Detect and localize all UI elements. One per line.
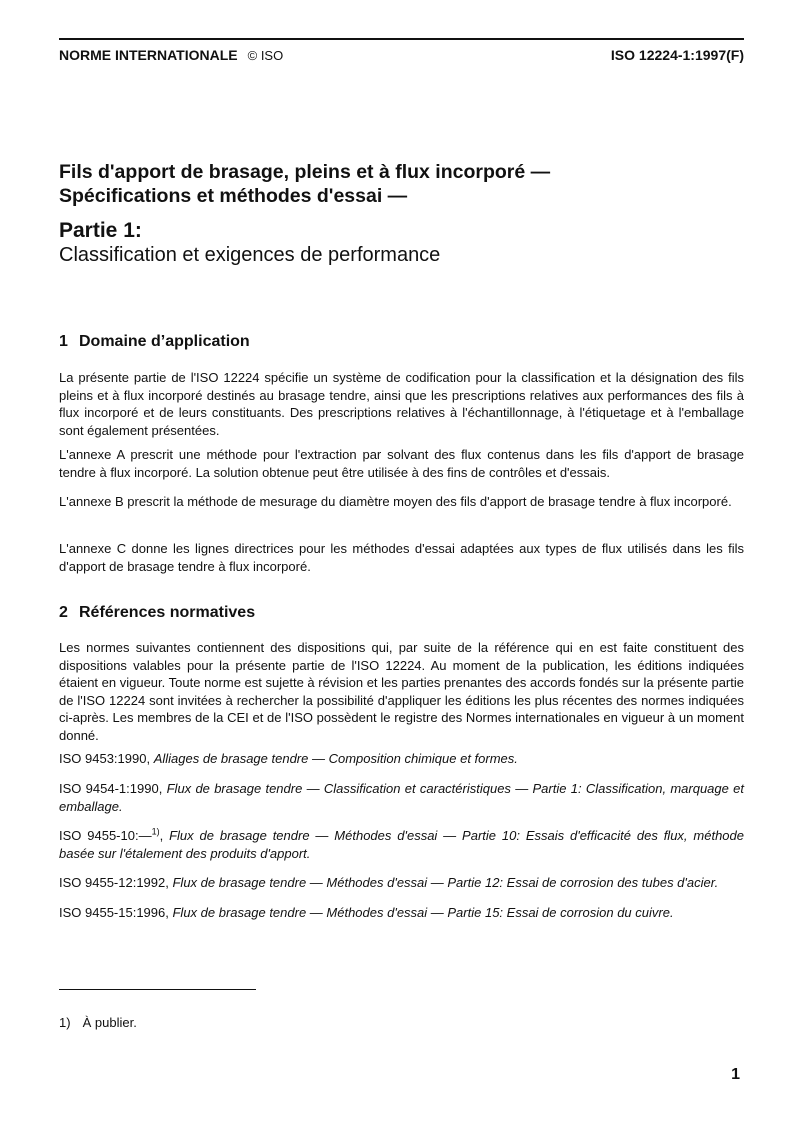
reference-item [59, 874, 744, 892]
page-number: 1 [731, 1066, 740, 1083]
reference-code: ISO 9454-1:1990, [59, 781, 163, 796]
part-label: Partie 1: [59, 219, 142, 242]
reference-item [59, 904, 744, 922]
header-left [59, 47, 283, 63]
footnote-separator [59, 989, 256, 990]
reference-title: Flux de brasage tendre — Méthodes d'essai — Partie 12: Essai de corrosion des tubes d'acier. [172, 875, 719, 890]
reference-title: Flux de brasage tendre — Classification et caractéristiques — Partie 1: Classification, marquage et emballage. [59, 781, 744, 814]
header-copyright: © ISO [247, 48, 284, 63]
reference-code: ISO 9455-10:— [59, 828, 152, 843]
section-1-paragraph-2: L'annexe A prescrit une méthode pour l'extraction par solvant des flux contenus dans les fils d'apport de brasage tendre à flux incorporé. La solution obtenue peut être utilisée à des fins de contrôles et d'essais. [59, 447, 744, 480]
reference-footnote-mark: 1) [151, 826, 160, 837]
section-2-title: Références normatives [79, 604, 256, 621]
title-line-1: Fils d'apport de brasage, pleins et à flux incorporé — [59, 161, 551, 183]
footnote-text: À publier. [82, 1015, 137, 1030]
reference-item: ISO 9455-10:—$^{1)}$, Flux de brasage tendre — Méthodes d'essai — Partie 10: Essais d'efficacité des flux, méthode basée sur l'étalement des produits d'apport. [59, 826, 744, 861]
footnote-number: 1) [59, 1015, 71, 1030]
footnote [59, 1015, 137, 1030]
reference-title: Flux de brasage tendre — Méthodes d'essai — Partie 15: Essai de corrosion du cuivre. [172, 905, 674, 920]
section-2-number: 2 [59, 604, 68, 621]
section-1-number: 1 [59, 333, 68, 350]
reference-title: Alliages de brasage tendre — Composition chimique et formes. [153, 751, 518, 766]
reference-item [59, 780, 744, 815]
section-1-paragraph-4: L'annexe C donne les lignes directrices pour les méthodes d'essai adaptées aux types de flux utilisés dans les fils d'apport de brasage tendre à flux incorporé. [59, 541, 744, 574]
header-rule [59, 38, 744, 40]
section-1-paragraph-3: L'annexe B prescrit la méthode de mesurage du diamètre moyen des fils d'apport de brasage tendre à flux incorporé. [59, 494, 732, 509]
title-line-2: Spécifications et méthodes d'essai — [59, 185, 408, 207]
header-standard-type: NORME INTERNATIONALE [59, 47, 238, 63]
section-1-heading [59, 333, 250, 351]
reference-item [59, 750, 744, 768]
reference-title: Flux de brasage tendre — Méthodes d'essai — Partie 10: Essais d'efficacité des flux, méthode basée sur l'étalement des produits d'apport. [59, 828, 744, 861]
part-subtitle: Classification et exigences de performance [59, 244, 441, 266]
page-header [59, 47, 744, 67]
reference-code: ISO 9455-15:1996, [59, 905, 169, 920]
reference-code: ISO 9453:1990, [59, 751, 151, 766]
section-1-title: Domaine d’application [79, 333, 250, 350]
header-standard-number: ISO 12224-1:1997(F) [610, 47, 744, 63]
document-title [59, 160, 749, 208]
section-1-paragraph-1: La présente partie de l'ISO 12224 spécifie un système de codification pour la classification et la désignation des fils pleins et à flux incorporé destinés au brasage tendre, ainsi que les prescriptions relatives aux performances des fils à flux incorporé et de leurs constituants. Des prescriptions relatives à l'échantillonnage, à l'étiquetage et à l'emballage sont également présentées. [59, 370, 744, 438]
reference-code: ISO 9455-12:1992, [59, 875, 169, 890]
section-2-intro: Les normes suivantes contiennent des dispositions qui, par suite de la référence qui en est faite constituent des dispositions valables pour la présente partie de l'ISO 12224. Au moment de la publication, les éditions indiquées étaient en vigueur. Toute norme est sujette à révision et les parties prenantes des accords fondés sur la présente partie de l'ISO 12224 sont invitées à rechercher la possibilité d'appliquer les éditions les plus récentes des normes indiquées ci-après. Les membres de la CEI et de l'ISO possèdent le registre des Normes internationales en vigueur à un moment donné. [59, 640, 744, 743]
section-2-heading [59, 604, 255, 622]
